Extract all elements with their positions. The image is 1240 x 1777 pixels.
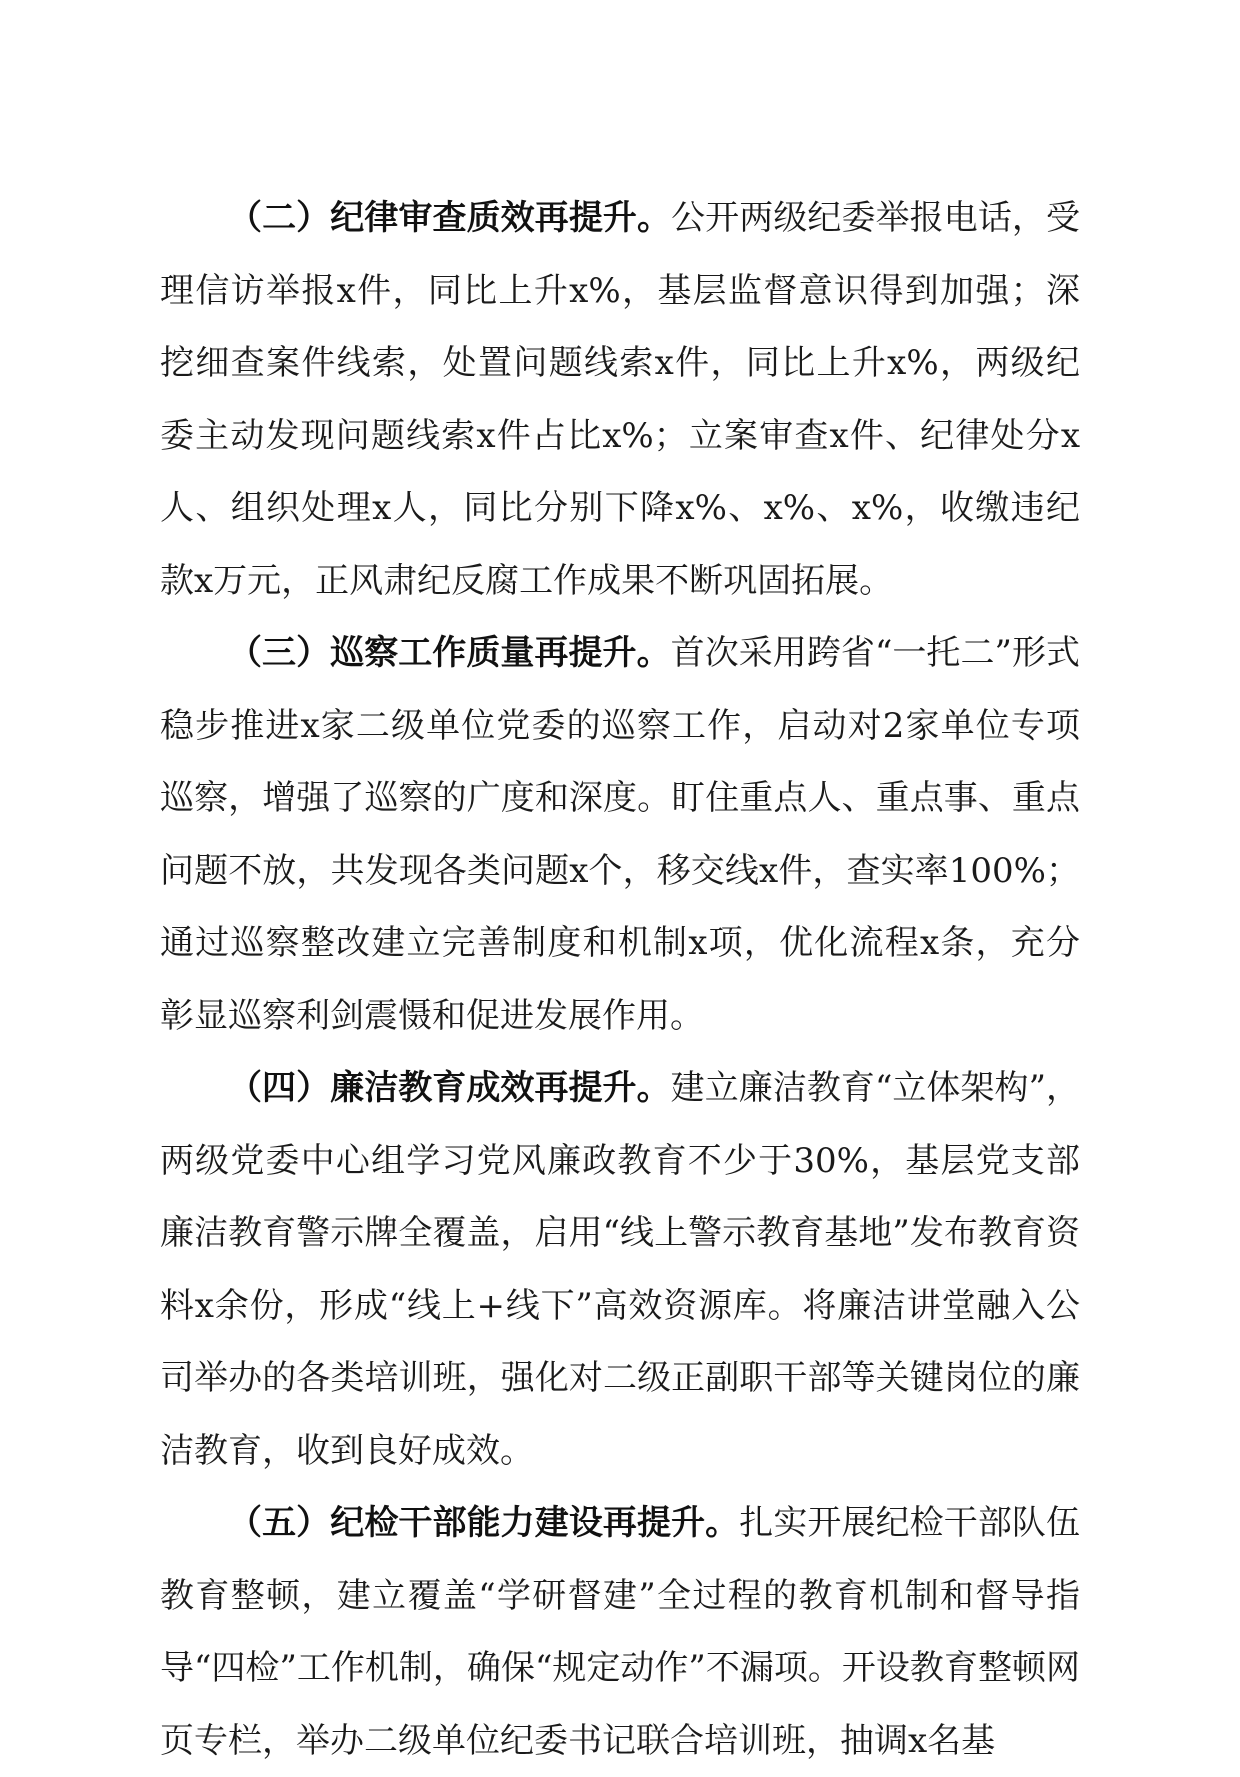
- paragraph-discipline-review: [160, 182, 1080, 617]
- document-body: [160, 182, 1080, 1777]
- paragraph-integrity-education: [160, 1052, 1080, 1487]
- paragraph-heading: （四）廉洁教育成效再提升。: [228, 1068, 671, 1108]
- paragraph-heading: （三）巡察工作质量再提升。: [228, 633, 671, 673]
- paragraph-text: 扎实开展纪检干部队伍教育整顿，建立覆盖“学研督建”全过程的教育机制和督导指导“四检”工作机制，确保“规定动作”不漏项。开设教育整顿网页专栏，举办二级单位纪委书记联合培训班，抽调x名基: [160, 1503, 1080, 1761]
- paragraph-text: 首次采用跨省“一托二”形式稳步推进x家二级单位党委的巡察工作，启动对2家单位专项巡察，增强了巡察的广度和深度。盯住重点人、重点事、重点问题不放，共发现各类问题x个，移交线x件，查实率100%；通过巡察整改建立完善制度和机制x项，优化流程x条，充分彰显巡察利剑震慑和促进发展作用。: [160, 633, 1081, 1036]
- paragraph-inspection-work: [160, 617, 1080, 1052]
- paragraph-cadre-capacity: [160, 1487, 1080, 1777]
- paragraph-heading: （二）纪律审查质效再提升。: [228, 198, 672, 238]
- paragraph-text: 公开两级纪委举报电话，受理信访举报x件，同比上升x%，基层监督意识得到加强；深挖细查案件线索，处置问题线索x件，同比上升x%，两级纪委主动发现问题线索x件占比x%；立案审查x件、纪律处分x人、组织处理x人，同比分别下降x%、x%、x%，收缴违纪款x万元，正风肃纪反腐工作成果不断巩固拓展。: [160, 198, 1081, 601]
- paragraph-text: 建立廉洁教育“立体架构”，两级党委中心组学习党风廉政教育不少于30%，基层党支部廉洁教育警示牌全覆盖，启用“线上警示教育基地”发布教育资料x余份，形成“线上+线下”高效资源库。将廉洁讲堂融入公司举办的各类培训班，强化对二级正副职干部等关键岗位的廉洁教育，收到良好成效。: [160, 1068, 1081, 1471]
- paragraph-heading: （五）纪检干部能力建设再提升。: [228, 1503, 740, 1543]
